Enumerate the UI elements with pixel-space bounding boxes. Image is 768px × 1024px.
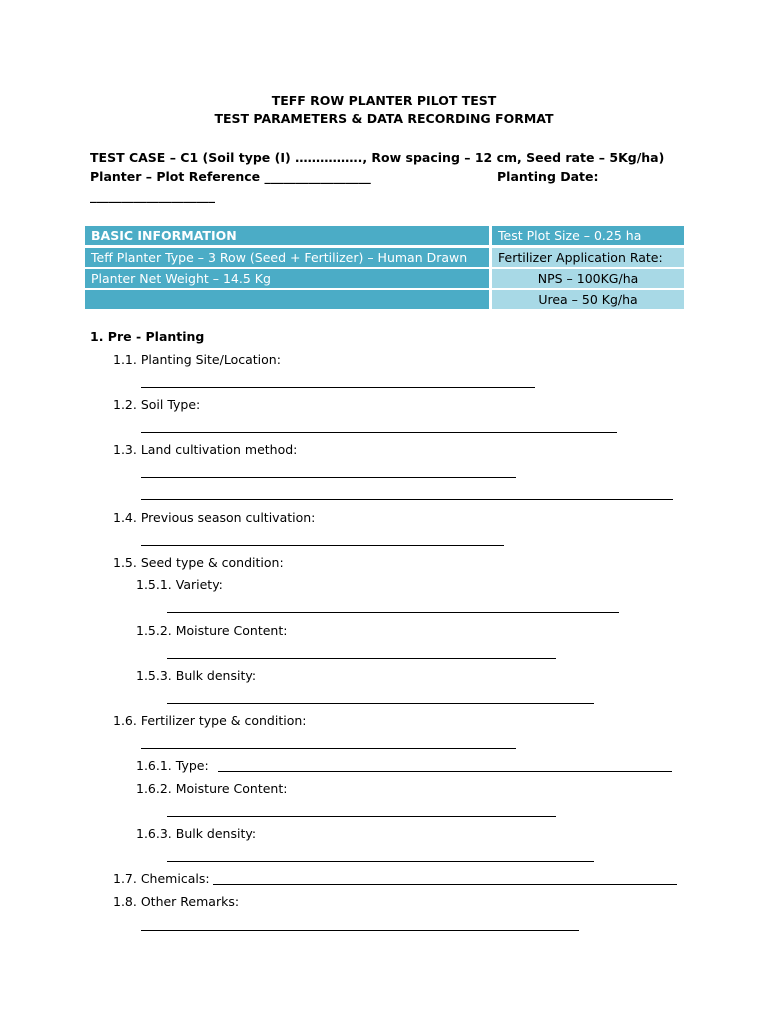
fertilizer-type-field[interactable] <box>141 748 516 749</box>
seed-bulk-density-field[interactable] <box>167 703 594 704</box>
item-seed-bulk-density-label: 1.5.3. Bulk density: <box>136 668 257 683</box>
soil-type-field[interactable] <box>141 432 617 433</box>
planting-site-field[interactable] <box>141 387 535 388</box>
item-seed-type-label: 1.5. Seed type & condition: <box>113 555 284 570</box>
item-fertilizer-moisture-label: 1.6.2. Moisture Content: <box>136 781 288 796</box>
form-title: TEFF ROW PLANTER PILOT TEST <box>271 93 497 108</box>
planter-type: Teff Planter Type – 3 Row (Seed + Fertilizer) – Human Drawn <box>85 248 489 267</box>
land-cultivation-field-2[interactable] <box>141 499 673 500</box>
item-fertilizer-type-sub-label: 1.6.1. Type: <box>136 758 209 773</box>
fertilizer-bulk-density-field[interactable] <box>167 861 594 862</box>
test-case-line: TEST CASE – C1 (Soil type (I) ……………., Row spacing – 12 cm, Seed rate – 5Kg/ha) <box>90 150 665 165</box>
basic-info-header: BASIC INFORMATION <box>85 226 489 245</box>
plot-reference-label: Planter – Plot Reference _________________ <box>90 169 371 184</box>
land-cultivation-field-1[interactable] <box>141 477 516 478</box>
planting-date-blank: ____________________ <box>90 188 215 203</box>
test-plot-size: Test Plot Size – 0.25 ha <box>492 226 684 245</box>
variety-field[interactable] <box>167 612 619 613</box>
seed-moisture-field[interactable] <box>167 658 556 659</box>
chemicals-field[interactable] <box>213 884 677 885</box>
item-previous-season-label: 1.4. Previous season cultivation: <box>113 510 316 525</box>
item-land-cultivation-label: 1.3. Land cultivation method: <box>113 442 298 457</box>
fertilizer-moisture-field[interactable] <box>167 816 556 817</box>
item-seed-moisture-label: 1.5.2. Moisture Content: <box>136 623 288 638</box>
item-fertilizer-type-label: 1.6. Fertilizer type & condition: <box>113 713 307 728</box>
form-subtitle: TEST PARAMETERS & DATA RECORDING FORMAT <box>214 111 554 126</box>
empty-cell <box>85 290 489 309</box>
planter-weight: Planter Net Weight – 14.5 Kg <box>85 269 489 288</box>
other-remarks-field[interactable] <box>141 930 579 931</box>
fertilizer-subtype-field[interactable] <box>218 771 672 772</box>
planting-date-label: Planting Date: <box>497 169 599 184</box>
item-variety-label: 1.5.1. Variety: <box>136 577 223 592</box>
fertilizer-rate-label: Fertilizer Application Rate: <box>492 248 684 267</box>
item-chemicals-label: 1.7. Chemicals: <box>113 871 210 886</box>
urea-rate: Urea – 50 Kg/ha <box>492 290 684 309</box>
item-planting-site-label: 1.1. Planting Site/Location: <box>113 352 281 367</box>
item-soil-type-label: 1.2. Soil Type: <box>113 397 201 412</box>
section-pre-planting: 1. Pre - Planting <box>90 329 205 344</box>
previous-season-field[interactable] <box>141 545 504 546</box>
item-fertilizer-bulk-density-label: 1.6.3. Bulk density: <box>136 826 257 841</box>
item-other-remarks-label: 1.8. Other Remarks: <box>113 894 240 909</box>
nps-rate: NPS – 100KG/ha <box>492 269 684 288</box>
